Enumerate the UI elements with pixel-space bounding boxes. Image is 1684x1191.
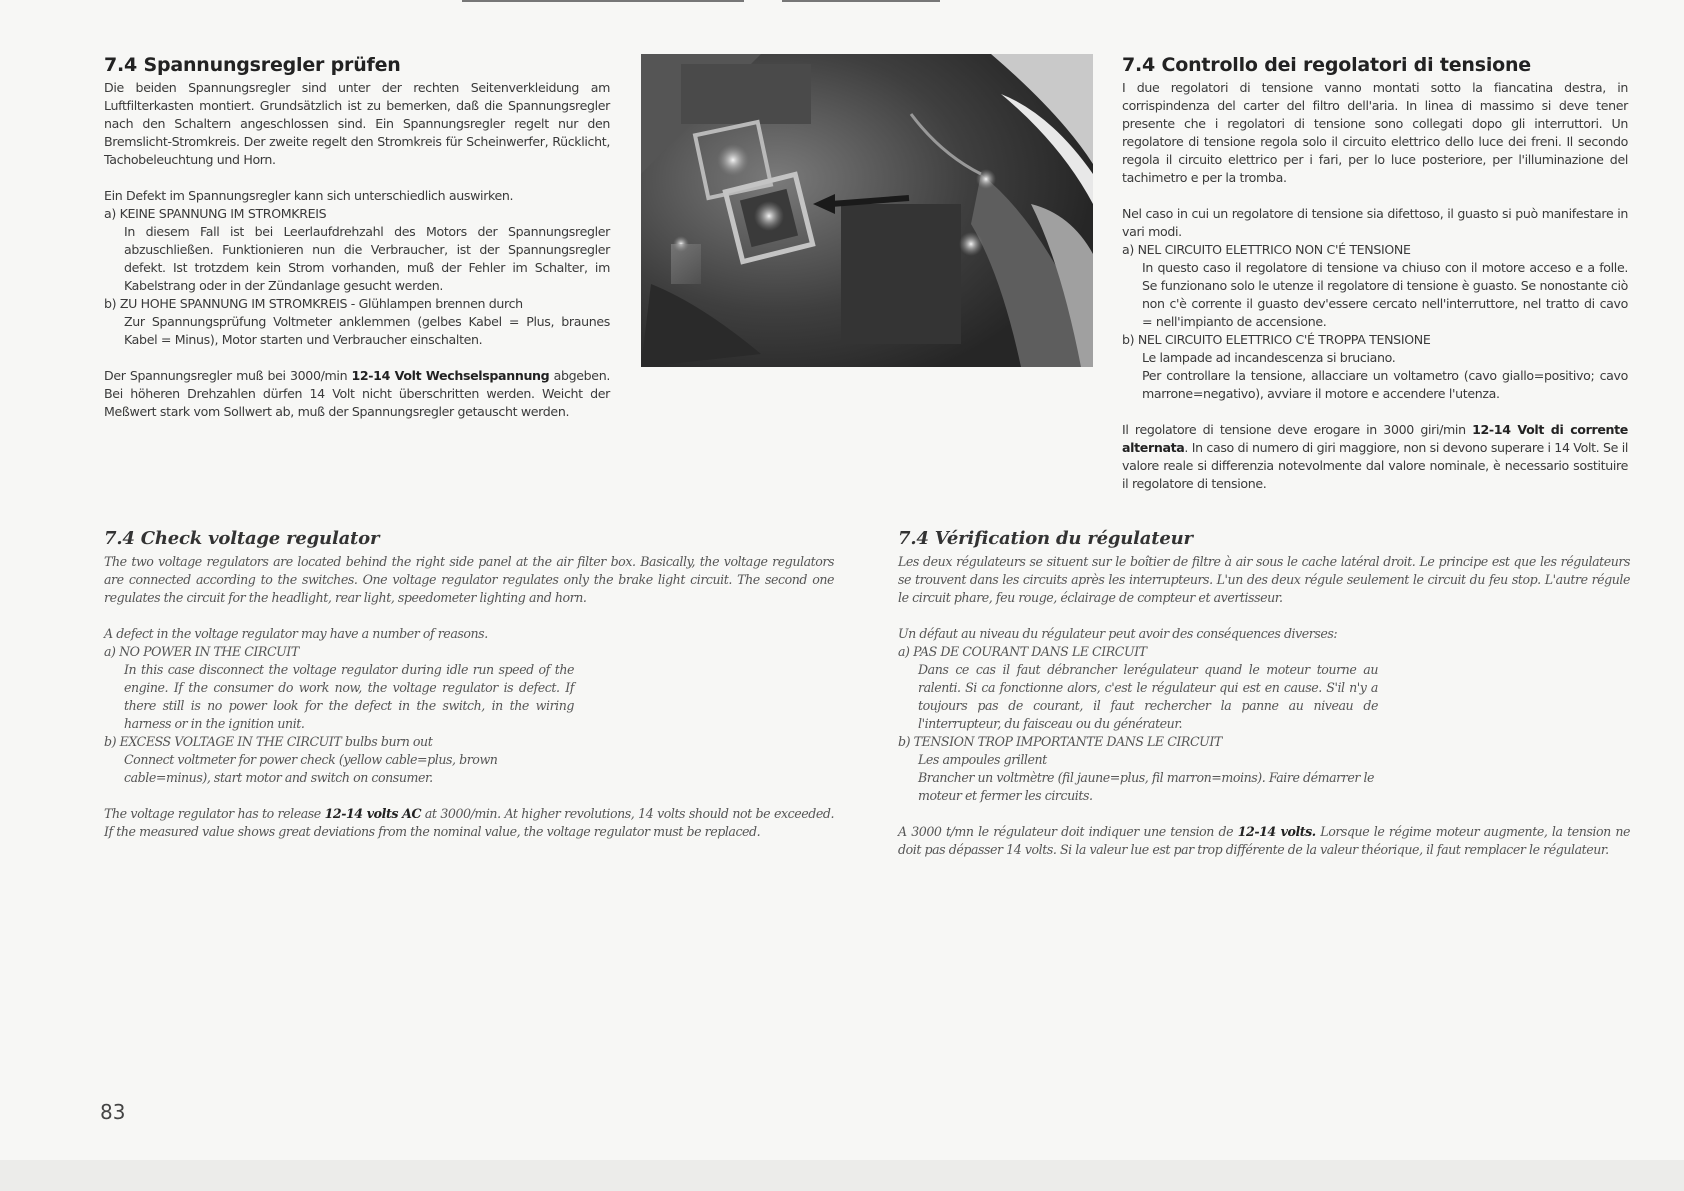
italian-case-a-text: In questo caso il regolatore di tensione va chiuso con il motore acceso e a folle. Se funzionano solo le utenze il regolatore di tensione è guasto. Se nonostante ciò non c'è corrente il guasto dev'essere cercato nell'interruttore, nel tratto di cavo = nell'impianto de accensione. [1142,260,1628,329]
italian-final: Il regolatore di tensione deve erogare in 3000 giri/min 12-14 Volt di corrente alternata. In caso di numero di giri maggiore, non si devono superare i 14 Volt. Se il valore reale si differenzia notevolmente dal valore nominale, è necessario sostituire il regolatore di tensione. [1122,422,1629,491]
french-defect-intro: Un défaut au niveau du régulateur peut avoir des conséquences diverses: [898,626,1338,641]
german-case-a-title: a) KEINE SPANNUNG IM STROMKREIS [104,206,327,221]
french-case-a-text: Dans ce cas il faut débrancher lerégulateur quand le moteur tourne au ralenti. Si ca fonctionne alors, c'est le régulateur qui est en cause. S'il n'y a toujours pas de courant, il faut rechercher la panne au niveau de l'interrupteur, du faisceau ou du générateur. [918,662,1378,731]
top-rule-right [782,0,940,2]
italian-intro: I due regolatori di tensione vanno montati sotto la fiancatina destra, in corrispindenza del carter del filtro dell'aria. In linea di massimo si deve tener presente che i regolatori di tensione sono collegati dopo gli interruttori. Un regolatore di tensione regola solo il circuito elettrico dello luce dei freni. Il secondo regola il circuito elettrico per i fari, per lo luce posteriore, per l'illuminazione del tachimetro e per la tromba. [1122,80,1628,185]
italian-section [1122,54,1628,493]
italian-heading: 7.4 Controllo dei regolatori di tensione [1122,54,1531,76]
italian-defect-intro: Nel caso in cui un regolatore di tensione sia difettoso, il guasto si può manifestare in vari modi. [1122,206,1628,239]
german-final: Der Spannungsregler muß bei 3000/min 12-14 Volt Wechselspannung abgeben. Bei höheren Drehzahlen dürfen 14 Volt nicht überschritten werden. Weicht der Meßwert stark vom Sollwert ab, muß der Spannungsregler getauscht werden. [104,368,610,419]
french-case-b-text1: Les ampoules grillent [918,752,1047,767]
french-case-b-title: b) TENSION TROP IMPORTANTE DANS LE CIRCUIT [898,734,1222,749]
english-heading: 7.4 Check voltage regulator [104,528,380,549]
english-section [104,528,834,841]
english-intro: The two voltage regulators are located behind the right side panel at the air filter box. Basically, the voltage regulators are connected according to the switches. One voltage regulator regulates only the brake light circuit. The second one regulates the circuit for the headlight, rear light, speedometer lighting and horn. [104,554,834,605]
english-final: The voltage regulator has to release 12-14 volts AC at 3000/min. At higher revolutions, 14 volts should not be exceeded. If the measured value shows great deviations from the nominal value, the voltage regulator must be replaced. [104,806,834,839]
page-number: 83 [100,1100,126,1124]
french-case-a-title: a) PAS DE COURANT DANS LE CIRCUIT [898,644,1147,659]
english-case-b-title: b) EXCESS VOLTAGE IN THE CIRCUIT bulbs burn out [104,734,433,749]
german-case-b-text: Zur Spannungsprüfung Voltmeter anklemmen (gelbes Kabel = Plus, braunes Kabel = Minus), Motor starten und Verbraucher einschalten. [124,314,610,347]
italian-case-a-title: a) NEL CIRCUITO ELETTRICO NON C'É TENSIONE [1122,242,1411,257]
german-heading: 7.4 Spannungsregler prüfen [104,54,401,76]
regulator-photo [641,54,1093,367]
german-intro: Die beiden Spannungsregler sind unter der rechten Seitenverkleidung am Luftfilterkasten montiert. Grundsätzlich ist zu bemerken, daß die Spannungsregler nach den Schaltern angeschlossen sind. Ein Spannungsregler regelt nur den Bremslicht-Stromkreis. Der zweite regelt den Stromkreis für Scheinwerfer, Rücklicht, Tachobeleuchtung und Horn. [104,80,610,167]
french-case-b-text2: Brancher un voltmètre (fil jaune=plus, fil marron=moins). Faire démarrer le moteur et fermer les circuits. [918,770,1375,803]
italian-case-b-title: b) NEL CIRCUITO ELETTRICO C'É TROPPA TENSIONE [1122,332,1431,347]
italian-case-b-text2: Per controllare la tensione, allacciare un voltametro (cavo giallo=positivo; cavo marrone=negativo), avviare il motore e accendere l'utenza. [1142,368,1628,401]
german-case-b-title: b) ZU HOHE SPANNUNG IM STROMKREIS - Glühlampen brennen durch [104,296,523,311]
top-rule-left [462,0,744,2]
english-case-a-text: In this case disconnect the voltage regulator during idle run speed of the engine. If the consumer do work now, the voltage regulator is defect. If there still is no power look for the defect in the switch, in the wiring harness or in the ignition unit. [124,662,574,731]
french-section [898,528,1630,859]
english-case-b-text: Connect voltmeter for power check (yellow cable=plus, brown cable=minus), start motor and switch on consumer. [124,752,498,785]
french-final: A 3000 t/mn le régulateur doit indiquer une tension de 12-14 volts. Lorsque le régime moteur augmente, la tension ne doit pas dépasser 14 volts. Si la valeur lue est par trop différente de la valeur théorique, il faut remplacer le régulateur. [898,824,1630,857]
italian-case-b-text1: Le lampade ad incandescenza si bruciano. [1142,350,1396,365]
german-defect-intro: Ein Defekt im Spannungsregler kann sich unterschiedlich auswirken. [104,188,514,203]
french-heading: 7.4 Vérification du régulateur [898,528,1193,549]
german-section [104,54,610,421]
english-case-a-title: a) NO POWER IN THE CIRCUIT [104,644,299,659]
french-intro: Les deux régulateurs se situent sur le boîtier de filtre à air sous le cache latéral droit. Le principe est que les régulateurs se trouvent dans les circuits après les interrupteurs. L'un des deux régule seulement le circuit du feu stop. L'autre régule le circuit phare, feu rouge, éclairage de compteur et avertisseur. [898,554,1630,605]
german-case-a-text: In diesem Fall ist bei Leerlaufdrehzahl des Motors der Spannungsregler abzuschließen. Funktionieren nun die Verbraucher, ist der Spannungsregler defekt. Ist trotzdem kein Strom vorhanden, muß der Fehler im Schalter, im Kabelstrang oder in der Zündanlage gesucht werden. [124,224,610,293]
page-edge [0,1160,1684,1191]
regulator-photo-image [641,54,1093,367]
english-defect-intro: A defect in the voltage regulator may have a number of reasons. [104,626,488,641]
